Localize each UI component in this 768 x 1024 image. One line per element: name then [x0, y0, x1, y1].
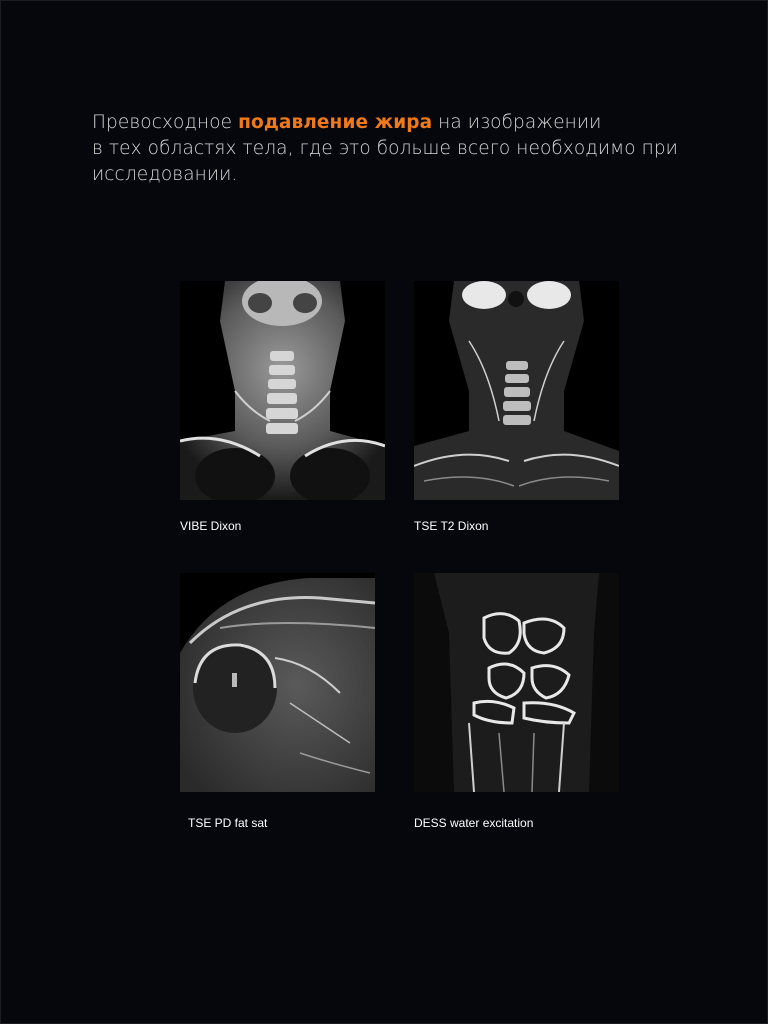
- mri-image-tse-t2-dixon: [414, 281, 619, 500]
- intro-line3: исследовании.: [92, 164, 238, 185]
- intro-part2: на изображении: [432, 112, 602, 133]
- intro-text: [92, 110, 682, 188]
- caption-tse-pd-fat-sat: TSE PD fat sat: [188, 816, 268, 830]
- mri-image-vibe-dixon: [180, 281, 385, 500]
- caption-vibe-dixon: VIBE Dixon: [180, 519, 242, 533]
- caption-dess-water-excitation: DESS water excitation: [414, 816, 534, 830]
- caption-tse-t2-dixon: TSE T2 Dixon: [414, 519, 489, 533]
- intro-highlight: подавление жира: [238, 112, 433, 133]
- intro-line2: в тех областях тела, где это больше всего необходимо при: [92, 138, 678, 159]
- mri-image-tse-pd-fat-sat: [180, 573, 375, 792]
- intro-part1: Превосходное: [92, 112, 239, 133]
- mri-image-dess-water-excitation: [414, 573, 619, 792]
